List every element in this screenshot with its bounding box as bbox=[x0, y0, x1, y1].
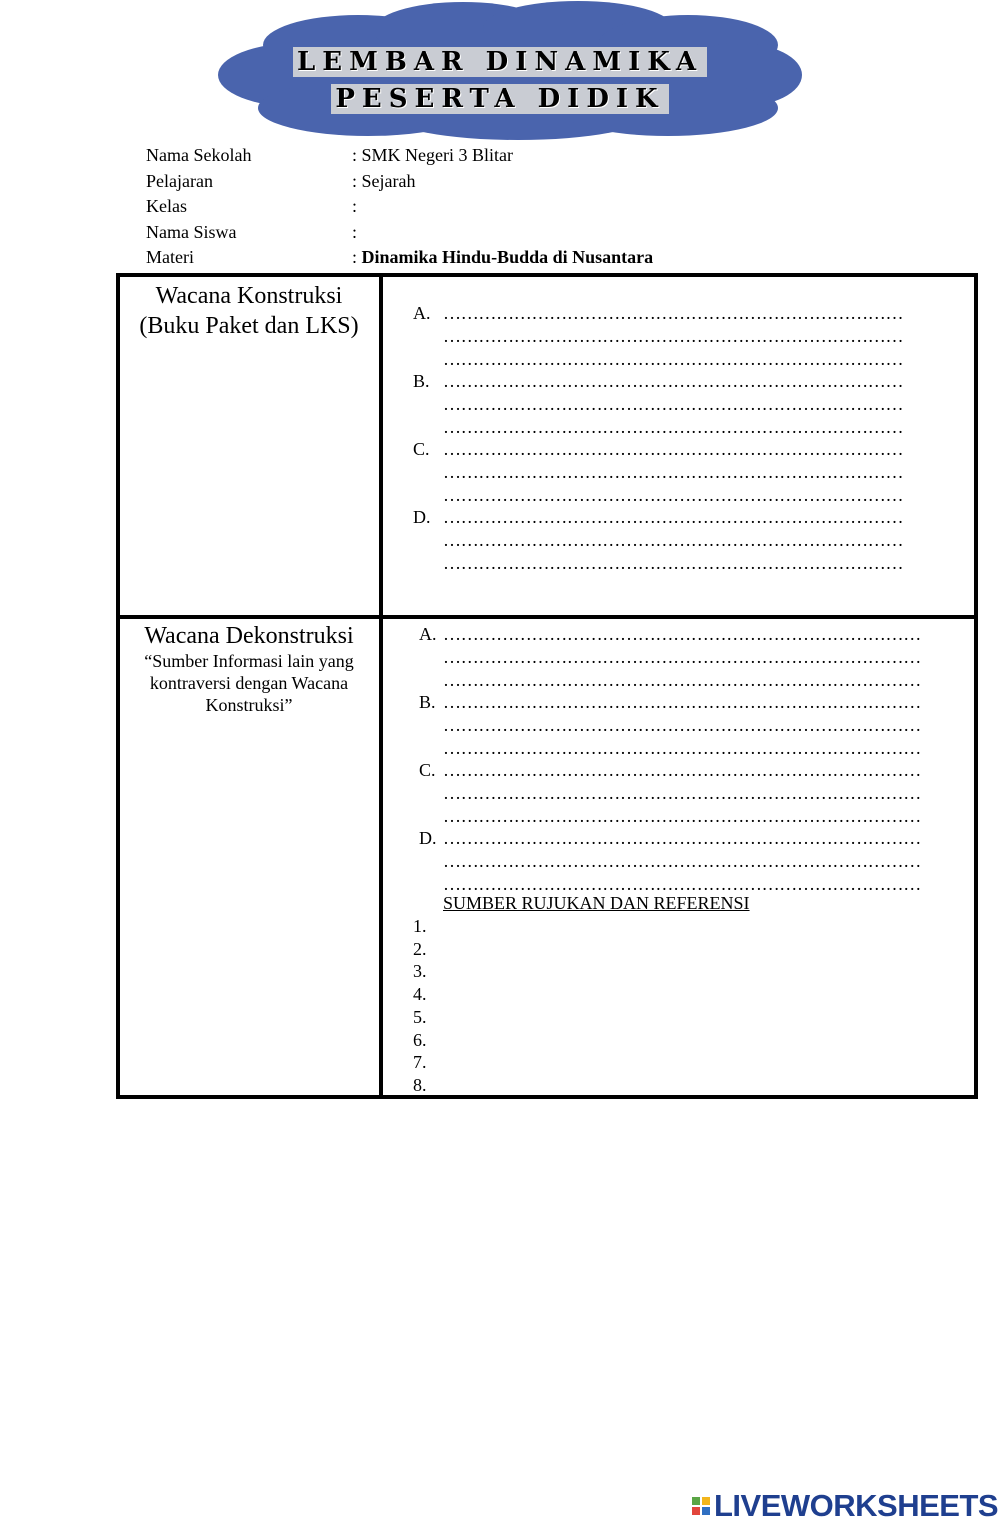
liveworksheets-logo bbox=[692, 1489, 998, 1523]
info-row-topic bbox=[146, 245, 846, 271]
answer-dotted-line[interactable]: ……………………………………………………………………… bbox=[443, 715, 921, 735]
answer-letter: A. bbox=[419, 624, 437, 644]
deconstruction-subtitle bbox=[120, 650, 378, 716]
answer-dotted-line[interactable]: ……………………………………………………………………… bbox=[443, 760, 921, 780]
info-label: Materi bbox=[146, 247, 194, 268]
answer-letter: B. bbox=[413, 371, 430, 391]
info-value: : bbox=[352, 196, 358, 217]
info-row-class bbox=[146, 194, 846, 220]
info-label: Pelajaran bbox=[146, 170, 213, 191]
answer-dotted-line[interactable]: …………………………………………………………………… bbox=[443, 349, 904, 369]
info-value: : bbox=[352, 221, 358, 242]
answer-letter: D. bbox=[419, 828, 437, 848]
info-row-student bbox=[146, 220, 846, 246]
topic-value: Dinamika Hindu-Budda di Nusantara bbox=[361, 247, 654, 268]
liveworksheets-text: LIVEWORKSHEETS bbox=[714, 1488, 999, 1523]
answer-letter: A. bbox=[413, 303, 431, 323]
construction-heading-line2: (Buku Paket dan LKS) bbox=[139, 313, 359, 339]
info-value: : Dinamika Hindu-Budda di Nusantara bbox=[352, 247, 654, 268]
answer-dotted-line[interactable]: ……………………………………………………………………… bbox=[443, 828, 921, 848]
answer-dotted-line[interactable]: ……………………………………………………………………… bbox=[443, 624, 921, 644]
answer-dotted-line[interactable]: ……………………………………………………………………… bbox=[443, 783, 921, 803]
answer-letter: B. bbox=[419, 692, 436, 712]
answer-letter: D. bbox=[413, 507, 431, 527]
answer-dotted-line[interactable]: …………………………………………………………………… bbox=[443, 371, 904, 391]
table-column-divider bbox=[379, 273, 383, 1099]
table-row-divider bbox=[116, 615, 978, 619]
answer-dotted-line[interactable]: ……………………………………………………………………… bbox=[443, 851, 921, 871]
references-heading: SUMBER RUJUKAN DAN REFERENSI bbox=[443, 893, 750, 913]
reference-item[interactable]: 4. bbox=[413, 984, 427, 1005]
construction-heading bbox=[120, 281, 378, 341]
info-row-subject bbox=[146, 169, 846, 195]
answer-dotted-line[interactable]: …………………………………………………………………… bbox=[443, 439, 904, 459]
answer-dotted-line[interactable]: …………………………………………………………………… bbox=[443, 530, 904, 550]
answer-dotted-line[interactable]: ……………………………………………………………………… bbox=[443, 670, 921, 690]
reference-item[interactable]: 3. bbox=[413, 961, 427, 982]
answer-dotted-line[interactable]: ……………………………………………………………………… bbox=[443, 692, 921, 712]
answer-dotted-line[interactable]: …………………………………………………………………… bbox=[443, 417, 904, 437]
answer-dotted-line[interactable]: …………………………………………………………………… bbox=[443, 394, 904, 414]
reference-item[interactable]: 1. bbox=[413, 916, 427, 936]
reference-item[interactable]: 5. bbox=[413, 1006, 427, 1027]
info-label: Nama Siswa bbox=[146, 221, 237, 242]
reference-item[interactable]: 6. bbox=[413, 1029, 427, 1050]
reference-item[interactable]: 8. bbox=[413, 1074, 427, 1095]
answer-dotted-line[interactable]: …………………………………………………………………… bbox=[443, 462, 904, 482]
answer-dotted-line[interactable]: …………………………………………………………………… bbox=[443, 303, 904, 323]
answer-dotted-line[interactable]: ……………………………………………………………………… bbox=[443, 806, 921, 826]
info-block bbox=[146, 143, 846, 271]
answer-letter: C. bbox=[419, 760, 436, 780]
answer-dotted-line[interactable]: ……………………………………………………………………… bbox=[443, 738, 921, 758]
subtitle-line: “Sumber Informasi lain yang bbox=[144, 651, 354, 671]
title-line-2: PESERTA DIDIK bbox=[0, 84, 1000, 114]
answer-dotted-line[interactable]: ……………………………………………………………………… bbox=[443, 647, 921, 667]
deconstruction-heading: Wacana Dekonstruksi bbox=[144, 623, 354, 649]
answer-dotted-line[interactable]: ……………………………………………………………………… bbox=[443, 874, 921, 894]
answer-dotted-line[interactable]: …………………………………………………………………… bbox=[443, 507, 904, 527]
construction-heading-line1: Wacana Konstruksi bbox=[155, 283, 343, 309]
info-label: Kelas bbox=[146, 196, 187, 217]
info-row-school bbox=[146, 143, 846, 169]
info-value: : SMK Negeri 3 Blitar bbox=[352, 145, 513, 165]
subtitle-line: Konstruksi” bbox=[205, 695, 293, 715]
answer-dotted-line[interactable]: …………………………………………………………………… bbox=[443, 326, 904, 346]
answer-letter: C. bbox=[413, 439, 430, 459]
title-line-1: LEMBAR DINAMIKA bbox=[0, 47, 1000, 77]
info-label: Nama Sekolah bbox=[146, 145, 252, 165]
answer-dotted-line[interactable]: …………………………………………………………………… bbox=[443, 485, 904, 505]
reference-item[interactable]: 2. bbox=[413, 938, 427, 959]
liveworksheets-mark-icon bbox=[692, 1497, 710, 1515]
info-value: : Sejarah bbox=[352, 170, 416, 191]
answer-dotted-line[interactable]: …………………………………………………………………… bbox=[443, 553, 904, 573]
subtitle-line: kontraversi dengan Wacana bbox=[149, 673, 349, 693]
reference-item[interactable]: 7. bbox=[413, 1052, 427, 1073]
